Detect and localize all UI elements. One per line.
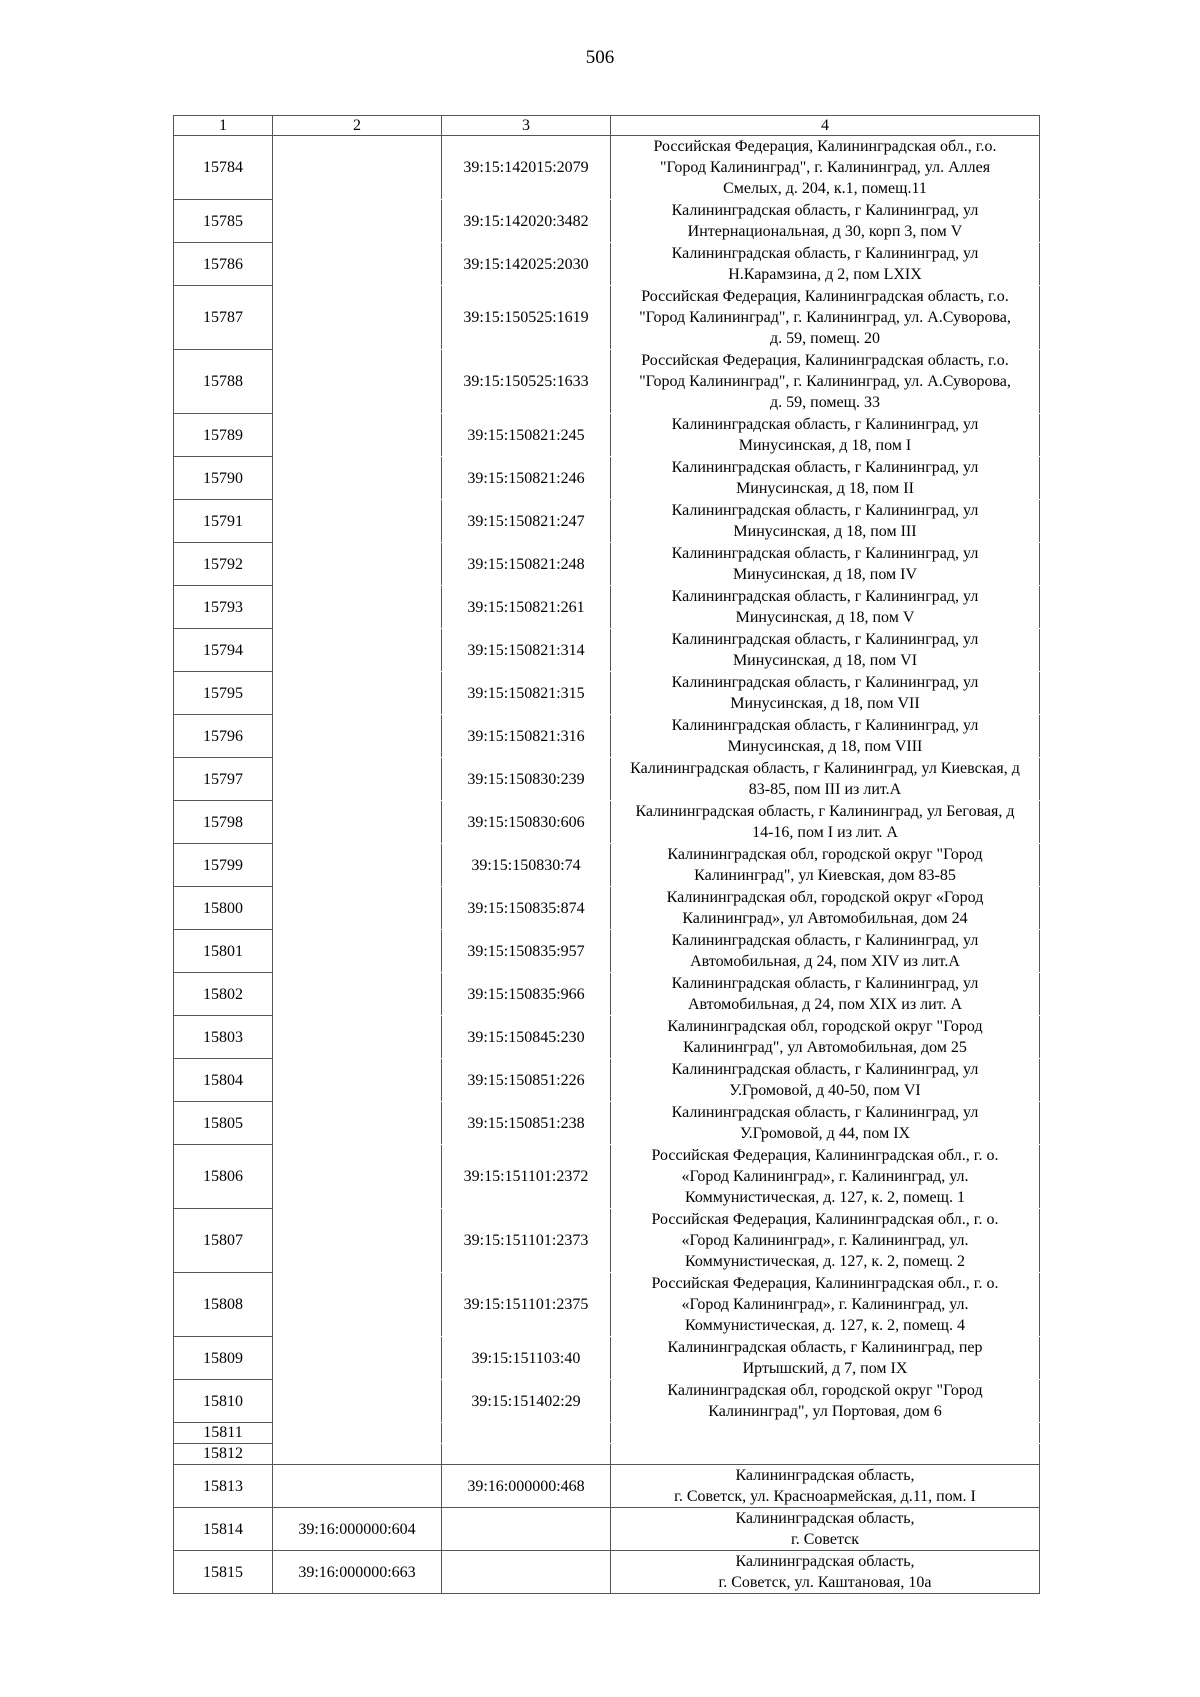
address-cell: Калининградская область, г Калининград, ул Минусинская, д 18, пом III	[611, 500, 1040, 543]
table-row	[174, 1145, 1040, 1209]
table-body	[174, 136, 1040, 1594]
address-cell: Калининградская область, г Калининград, ул Минусинская, д 18, пом VII	[611, 672, 1040, 715]
table-row	[174, 1465, 1040, 1508]
address-cell: Калининградская область, г Калининград, ул Минусинская, д 18, пом V	[611, 586, 1040, 629]
table-row	[174, 1444, 1040, 1465]
column-2-cell	[273, 1209, 442, 1273]
row-number-cell: 15800	[174, 887, 273, 930]
cadastral-number-cell: 39:15:142025:2030	[442, 243, 611, 286]
column-2-cell	[273, 930, 442, 973]
table-row	[174, 1059, 1040, 1102]
header-col-4: 4	[611, 116, 1040, 136]
address-cell	[611, 1444, 1040, 1465]
row-number-cell: 15803	[174, 1016, 273, 1059]
row-number-cell: 15786	[174, 243, 273, 286]
header-col-1: 1	[174, 116, 273, 136]
address-cell: Калининградская область, г Калининград, ул Интернациональная, д 30, корп 3, пом V	[611, 200, 1040, 243]
cadastral-number-cell: 39:15:150845:230	[442, 1016, 611, 1059]
address-cell: Калининградская область, г Калининград, ул Беговая, д 14-16, пом I из лит. А	[611, 801, 1040, 844]
cadastral-number-cell	[442, 1551, 611, 1594]
column-2-cell	[273, 629, 442, 672]
table-row	[174, 1337, 1040, 1380]
cadastral-number-cell: 39:15:151101:2375	[442, 1273, 611, 1337]
table-row	[174, 1380, 1040, 1423]
address-cell: Калининградская область, г. Советск, ул. Красноармейская, д.11, пом. I	[611, 1465, 1040, 1508]
column-2-cell	[273, 715, 442, 758]
table-row	[174, 887, 1040, 930]
column-2-cell	[273, 286, 442, 350]
table-row	[174, 586, 1040, 629]
address-cell: Калининградская область, г Калининград, ул Автомобильная, д 24, пом XIX из лит. А	[611, 973, 1040, 1016]
address-cell: Российская Федерация, Калининградская обл., г. о. «Город Калининград», г. Калининград, ул. Коммунистическая, д. 127, к. 2, помещ. 1	[611, 1145, 1040, 1209]
column-2-cell	[273, 136, 442, 200]
table-row	[174, 243, 1040, 286]
column-2-cell	[273, 586, 442, 629]
row-number-cell: 15804	[174, 1059, 273, 1102]
table-row	[174, 1209, 1040, 1273]
column-2-cell	[273, 1273, 442, 1337]
cadastral-number-cell: 39:15:142020:3482	[442, 200, 611, 243]
column-2-cell	[273, 414, 442, 457]
table-row	[174, 715, 1040, 758]
row-number-cell: 15791	[174, 500, 273, 543]
address-cell: Калининградская обл, городской округ "Город Калининград", ул Киевская, дом 83-85	[611, 844, 1040, 887]
row-number-cell: 15805	[174, 1102, 273, 1145]
column-2-cell	[273, 1102, 442, 1145]
cadastral-number-cell: 39:15:150525:1619	[442, 286, 611, 350]
page-number: 506	[585, 47, 615, 68]
column-2-cell	[273, 543, 442, 586]
column-2-cell	[273, 200, 442, 243]
address-cell: Калининградская обл, городской округ "Город Калининград", ул Автомобильная, дом 25	[611, 1016, 1040, 1059]
row-number-cell: 15798	[174, 801, 273, 844]
row-number-cell: 15807	[174, 1209, 273, 1273]
cadastral-number-cell: 39:15:150525:1633	[442, 350, 611, 414]
cadastral-number-cell: 39:15:150835:957	[442, 930, 611, 973]
table-row	[174, 1508, 1040, 1551]
column-2-cell	[273, 1380, 442, 1423]
table-row	[174, 1423, 1040, 1444]
address-cell: Российская Федерация, Калининградская обл., г. о. «Город Калининград», г. Калининград, ул. Коммунистическая, д. 127, к. 2, помещ. 2	[611, 1209, 1040, 1273]
column-2-cell	[273, 672, 442, 715]
table-row	[174, 414, 1040, 457]
header-col-2: 2	[273, 116, 442, 136]
address-cell: Калининградская область, г Калининград, ул Минусинская, д 18, пом VI	[611, 629, 1040, 672]
row-number-cell: 15785	[174, 200, 273, 243]
cadastral-number-cell: 39:15:151402:29	[442, 1380, 611, 1423]
address-cell: Российская Федерация, Калининградская область, г.о. "Город Калининград", г. Калининград, ул. А.Суворова, д. 59, помещ. 20	[611, 286, 1040, 350]
column-2-cell	[273, 1016, 442, 1059]
column-2-cell	[273, 243, 442, 286]
cadastral-number-cell	[442, 1423, 611, 1444]
table-row	[174, 758, 1040, 801]
cadastral-number-cell: 39:15:151101:2372	[442, 1145, 611, 1209]
header-row	[174, 116, 1040, 136]
cadastral-number-cell: 39:15:150821:316	[442, 715, 611, 758]
address-cell: Калининградская область, г Калининград, ул Минусинская, д 18, пом IV	[611, 543, 1040, 586]
address-cell: Калининградская область, г Калининград, ул Минусинская, д 18, пом VIII	[611, 715, 1040, 758]
table-row	[174, 1273, 1040, 1337]
table-row	[174, 629, 1040, 672]
column-2-cell	[273, 844, 442, 887]
table-row	[174, 500, 1040, 543]
table-row	[174, 930, 1040, 973]
cadastral-number-cell: 39:15:150830:606	[442, 801, 611, 844]
column-2-cell	[273, 758, 442, 801]
cadastral-number-cell: 39:15:150835:966	[442, 973, 611, 1016]
row-number-cell: 15799	[174, 844, 273, 887]
cadastral-number-cell: 39:15:150821:247	[442, 500, 611, 543]
table-row	[174, 286, 1040, 350]
address-cell: Калининградская область, г Калининград, пер Иртышский, д 7, пом IX	[611, 1337, 1040, 1380]
column-2-cell	[273, 457, 442, 500]
row-number-cell: 15811	[174, 1423, 273, 1444]
column-2-cell	[273, 1423, 442, 1444]
cadastral-number-cell: 39:15:150851:238	[442, 1102, 611, 1145]
row-number-cell: 15797	[174, 758, 273, 801]
cadastral-number-cell	[442, 1444, 611, 1465]
row-number-cell: 15787	[174, 286, 273, 350]
column-2-cell	[273, 1059, 442, 1102]
column-2-cell	[273, 1337, 442, 1380]
column-2-cell: 39:16:000000:604	[273, 1508, 442, 1551]
table-row	[174, 672, 1040, 715]
address-cell: Российская Федерация, Калининградская обл., г.о. "Город Калининград", г. Калининград, ул. Аллея Смелых, д. 204, к.1, помещ.11	[611, 136, 1040, 200]
table-row	[174, 350, 1040, 414]
cadastral-number-cell: 39:15:150821:246	[442, 457, 611, 500]
cadastral-number-cell: 39:16:000000:468	[442, 1465, 611, 1508]
registry-table	[173, 115, 1040, 1594]
column-2-cell	[273, 973, 442, 1016]
row-number-cell: 15795	[174, 672, 273, 715]
row-number-cell: 15801	[174, 930, 273, 973]
row-number-cell: 15784	[174, 136, 273, 200]
cadastral-number-cell: 39:15:151103:40	[442, 1337, 611, 1380]
address-cell: Калининградская область, г. Советск, ул. Каштановая, 10а	[611, 1551, 1040, 1594]
column-2-cell	[273, 887, 442, 930]
address-cell: Калининградская область, г Калининград, ул У.Громовой, д 44, пом IX	[611, 1102, 1040, 1145]
column-2-cell	[273, 1465, 442, 1508]
address-cell: Калининградская область, г Калининград, ул Киевская, д 83-85, пом III из лит.А	[611, 758, 1040, 801]
address-cell: Калининградская обл, городской округ «Город Калининград», ул Автомобильная, дом 24	[611, 887, 1040, 930]
table-row	[174, 801, 1040, 844]
cadastral-number-cell: 39:15:151101:2373	[442, 1209, 611, 1273]
cadastral-number-cell: 39:15:150821:248	[442, 543, 611, 586]
table-row	[174, 844, 1040, 887]
header-col-3: 3	[442, 116, 611, 136]
row-number-cell: 15790	[174, 457, 273, 500]
table-row	[174, 457, 1040, 500]
row-number-cell: 15796	[174, 715, 273, 758]
cadastral-number-cell: 39:15:150830:74	[442, 844, 611, 887]
cadastral-number-cell: 39:15:150821:261	[442, 586, 611, 629]
cadastral-number-cell: 39:15:150821:245	[442, 414, 611, 457]
address-cell: Калининградская область, г Калининград, ул Минусинская, д 18, пом I	[611, 414, 1040, 457]
row-number-cell: 15809	[174, 1337, 273, 1380]
cadastral-number-cell: 39:15:142015:2079	[442, 136, 611, 200]
row-number-cell: 15788	[174, 350, 273, 414]
row-number-cell: 15808	[174, 1273, 273, 1337]
address-cell: Калининградская область, г. Советск	[611, 1508, 1040, 1551]
cadastral-number-cell: 39:15:150830:239	[442, 758, 611, 801]
row-number-cell: 15815	[174, 1551, 273, 1594]
row-number-cell: 15813	[174, 1465, 273, 1508]
column-2-cell	[273, 1444, 442, 1465]
column-2-cell	[273, 500, 442, 543]
row-number-cell: 15793	[174, 586, 273, 629]
column-2-cell	[273, 350, 442, 414]
table-row	[174, 1551, 1040, 1594]
address-cell: Калининградская область, г Калининград, ул Н.Карамзина, д 2, пом LXIX	[611, 243, 1040, 286]
cadastral-number-cell: 39:15:150821:314	[442, 629, 611, 672]
table-row	[174, 1102, 1040, 1145]
address-cell: Калининградская область, г Калининград, ул Автомобильная, д 24, пом XIV из лит.А	[611, 930, 1040, 973]
cadastral-number-cell: 39:15:150821:315	[442, 672, 611, 715]
address-cell	[611, 1423, 1040, 1444]
address-cell: Российская Федерация, Калининградская область, г.о. "Город Калининград", г. Калининград, ул. А.Суворова, д. 59, помещ. 33	[611, 350, 1040, 414]
row-number-cell: 15792	[174, 543, 273, 586]
column-2-cell	[273, 1145, 442, 1209]
table-row	[174, 200, 1040, 243]
row-number-cell: 15806	[174, 1145, 273, 1209]
address-cell: Калининградская область, г Калининград, ул У.Громовой, д 40-50, пом VI	[611, 1059, 1040, 1102]
address-cell: Калининградская область, г Калининград, ул Минусинская, д 18, пом II	[611, 457, 1040, 500]
table-row	[174, 973, 1040, 1016]
cadastral-number-cell: 39:15:150835:874	[442, 887, 611, 930]
row-number-cell: 15810	[174, 1380, 273, 1423]
address-cell: Российская Федерация, Калининградская обл., г. о. «Город Калининград», г. Калининград, ул. Коммунистическая, д. 127, к. 2, помещ. 4	[611, 1273, 1040, 1337]
cadastral-number-cell: 39:15:150851:226	[442, 1059, 611, 1102]
table-row	[174, 543, 1040, 586]
column-2-cell: 39:16:000000:663	[273, 1551, 442, 1594]
column-2-cell	[273, 801, 442, 844]
table-row	[174, 136, 1040, 200]
cadastral-number-cell	[442, 1508, 611, 1551]
table-row	[174, 1016, 1040, 1059]
address-cell: Калининградская обл, городской округ "Город Калининград", ул Портовая, дом 6	[611, 1380, 1040, 1423]
row-number-cell: 15789	[174, 414, 273, 457]
row-number-cell: 15802	[174, 973, 273, 1016]
row-number-cell: 15794	[174, 629, 273, 672]
row-number-cell: 15814	[174, 1508, 273, 1551]
row-number-cell: 15812	[174, 1444, 273, 1465]
